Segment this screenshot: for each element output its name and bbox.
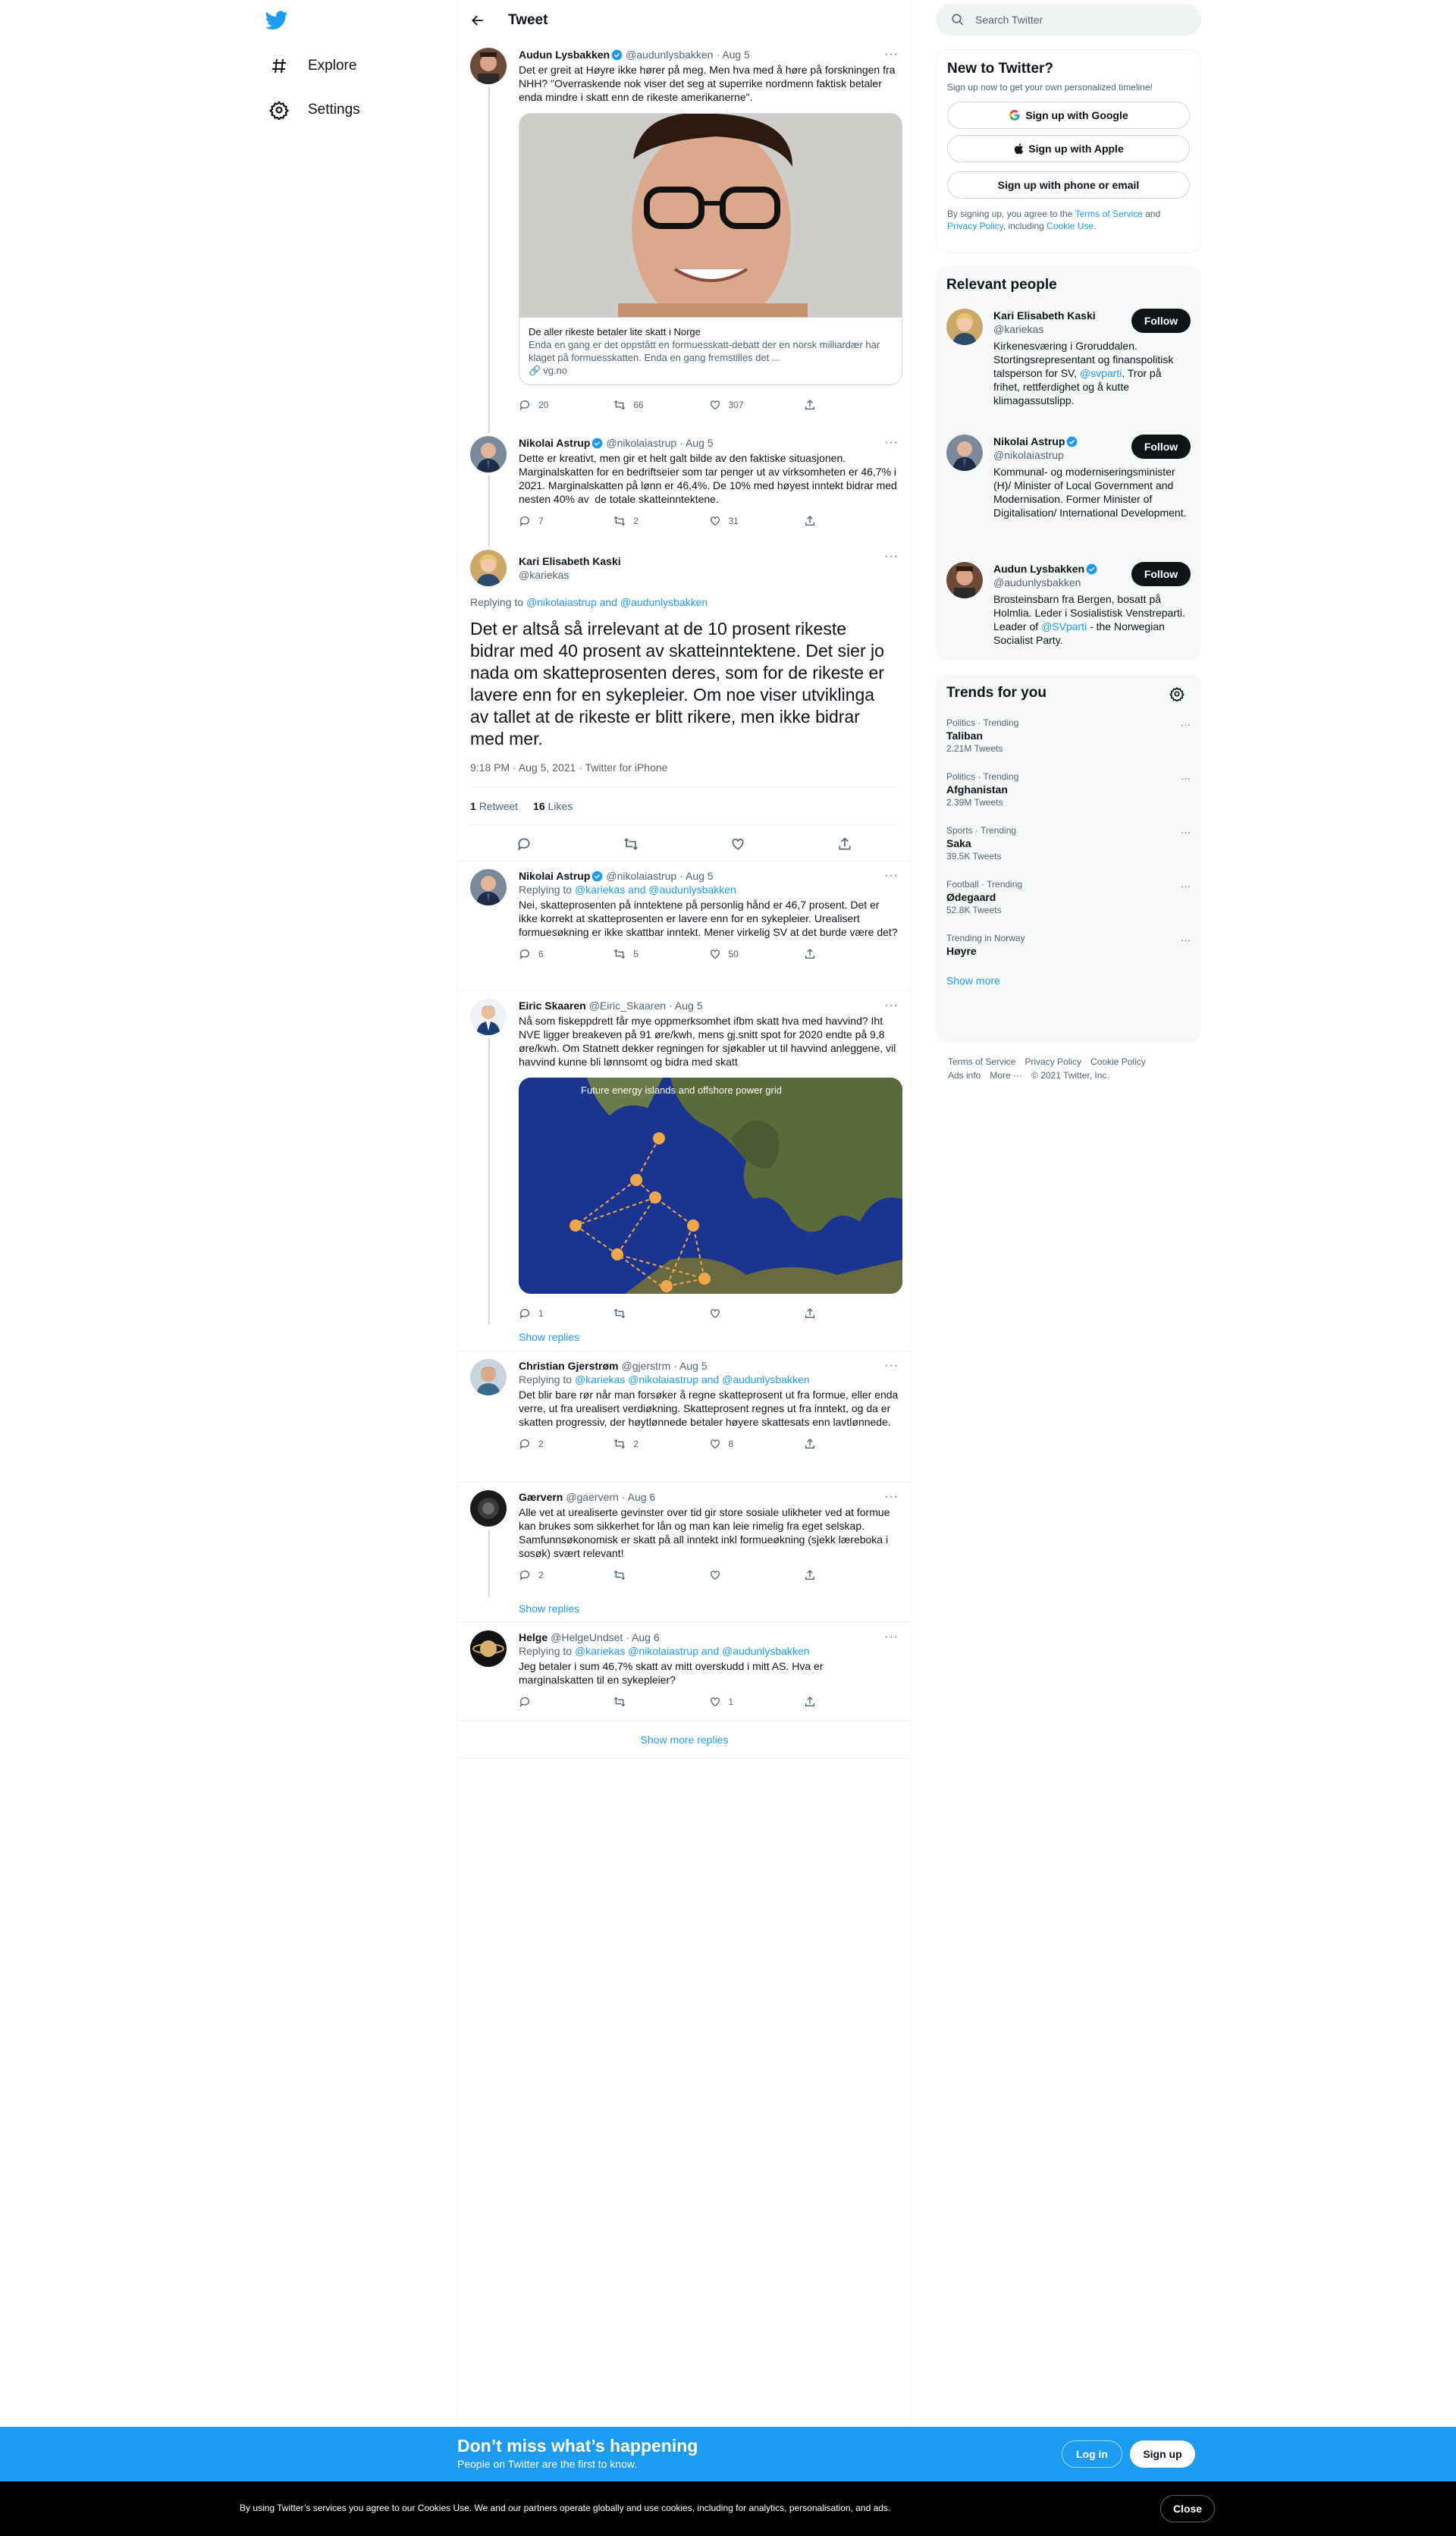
footer-more[interactable]: More ···	[990, 1070, 1023, 1081]
link-card-domain: vg.no	[543, 365, 567, 376]
thread-line	[488, 476, 490, 542]
back-arrow-icon[interactable]	[470, 7, 497, 34]
trend-item[interactable]	[936, 923, 1201, 964]
show-more-replies-label: Show more replies	[640, 1733, 729, 1746]
more-icon[interactable]: ···	[884, 1359, 899, 1372]
person-row[interactable]	[936, 301, 1201, 427]
privacy-link[interactable]: Privacy Policy	[947, 221, 1003, 231]
trend-name: Høyre	[946, 945, 977, 957]
tweet-text: Alle vet at urealiserte gevinster over tid gir store sosiale ulikheter ved at formue kan brukes som sikkerhet for lån og man kan leie rimelig fra eget selskap. Samfunnsøkonomisk er skatt på all inntekt inkl formueøkning (sjekk læreboka i sosøk) svært relevant!	[519, 1506, 893, 1559]
person-bio	[993, 339, 1191, 407]
share-button[interactable]	[804, 1569, 899, 1581]
reply-icon	[519, 1569, 531, 1581]
show-more-replies-button[interactable]	[458, 1721, 911, 1759]
follow-button[interactable]	[1131, 435, 1191, 459]
banner-title: Don’t miss what’s happening	[457, 2436, 698, 2456]
reply-button[interactable]	[519, 947, 613, 961]
reply-tweet[interactable]	[458, 1351, 911, 1482]
author-handle[interactable]: @audunlysbakken	[626, 49, 714, 61]
tweet-text: Det er altså så irrelevant at de 10 prosent rikeste bidrar med 40 prosent av skatteinntektene. Det sier jo nada om skatteprosenten deres, som for de rikeste er lavere enn for en sykepleier. Om noe viser utviklinga av tallet at de rikeste er blitt rikere, men ikke bidrar med mer.	[470, 619, 884, 749]
person-handle[interactable]: @nikolaiastrup	[993, 449, 1064, 461]
person-bio-link[interactable]: @SVparti	[1041, 620, 1087, 632]
nav-explore-label: Explore	[308, 58, 357, 74]
avatar[interactable]	[946, 309, 983, 345]
tweet-text: Det blir bare rør når man forsøker å regne skatteprosent ut fra formue, eller enda verre, ut fra urealisert verdiøkning. Skatteprosent regnes ut fra inntekt, og da er skatten progressiv, der høytlønnede betaler høyere skattesats enn lavtlønnede.	[519, 1389, 902, 1428]
tweet-image-map[interactable]	[519, 1078, 902, 1294]
trend-item[interactable]	[936, 708, 1201, 761]
author-name[interactable]: Helge	[519, 1631, 548, 1643]
replying-to-label: Replying to	[519, 1373, 575, 1386]
avatar[interactable]	[470, 999, 507, 1035]
like-button[interactable]	[709, 947, 804, 961]
cookie-use-link[interactable]: Cookie Use	[1046, 221, 1094, 231]
like-button[interactable]	[709, 1307, 804, 1320]
retweets-stat[interactable]	[470, 799, 518, 813]
avatar[interactable]	[470, 550, 507, 586]
share-icon	[804, 1569, 816, 1581]
author-handle[interactable]: @nikolaiastrup	[606, 870, 677, 882]
signup-phone-button[interactable]	[947, 171, 1190, 199]
gear-icon	[268, 99, 290, 121]
person-bio-text: Brosteinsbarn fra Bergen, bosatt på Holmlia. Leder i Sosialistisk Venstreparti. Leader of	[993, 593, 1185, 632]
share-button[interactable]	[804, 1307, 899, 1320]
author-name[interactable]: Gærvern	[519, 1491, 563, 1503]
trends-title: Trends for you	[946, 685, 1046, 701]
retweet-icon	[613, 948, 626, 960]
trend-context: Politics · Trending	[946, 771, 1019, 782]
person-handle[interactable]: @kariekas	[993, 323, 1044, 335]
author-handle[interactable]: @Eiric_Skaaren	[588, 1000, 667, 1012]
author-name[interactable]: Nikolai Astrup	[519, 437, 591, 449]
retweet-icon	[613, 1438, 626, 1450]
cookie-close-label: Close	[1172, 2503, 1203, 2515]
focused-tweet	[458, 542, 911, 861]
show-replies-label: Show replies	[519, 1602, 580, 1615]
reply-icon	[519, 399, 531, 411]
link-card-description: Enda en gang er det oppstått en formuesskatt-debatt der en norsk milliardær har klaget på formuesskatten. Enda en gang fremstilles det ...	[529, 339, 880, 363]
footer-copyright: © 2021 Twitter, Inc.	[1031, 1070, 1109, 1081]
share-icon	[804, 399, 816, 411]
verified-icon	[611, 49, 623, 61]
verified-icon	[1086, 563, 1097, 575]
heart-icon	[709, 1569, 721, 1581]
signup-button[interactable]	[1130, 2440, 1195, 2468]
trend-name: Ødegaard	[946, 891, 996, 903]
heart-icon	[709, 948, 721, 960]
retweet-count: 66	[633, 400, 644, 410]
retweet-button[interactable]	[613, 1307, 708, 1320]
like-button[interactable]	[709, 514, 804, 528]
share-icon	[804, 948, 816, 960]
tweet-date[interactable]: · Aug 6	[626, 1631, 660, 1643]
signup-google-label: Sign up with Google	[1025, 109, 1128, 121]
tweet-date[interactable]: · Aug 5	[716, 49, 750, 61]
trends-show-more[interactable]: Show more	[946, 975, 1000, 987]
link-card[interactable]	[519, 113, 902, 385]
more-icon[interactable]: ···	[884, 436, 899, 449]
show-replies-link[interactable]	[458, 1596, 911, 1622]
author-name[interactable]: Nikolai Astrup	[519, 870, 591, 882]
more-icon[interactable]: ···	[884, 550, 899, 563]
share-button[interactable]	[804, 515, 899, 527]
retweets-stat-count: 1	[470, 799, 476, 812]
tweet-date[interactable]: · Aug 5	[669, 1000, 703, 1012]
reply-count: 7	[538, 516, 544, 526]
like-count: 1	[728, 1696, 734, 1707]
reply-tweet[interactable]	[458, 1623, 911, 1720]
trend-name: Afghanistan	[946, 783, 1008, 796]
retweet-button[interactable]	[613, 398, 708, 412]
retweet-icon	[613, 515, 626, 527]
likes-stat-label: Likes	[548, 799, 573, 812]
reply-icon	[519, 948, 531, 960]
terms-including: , including	[1003, 221, 1047, 231]
trend-context: Sports · Trending	[946, 825, 1017, 836]
thread-line	[488, 1530, 490, 1596]
share-icon	[804, 1438, 816, 1450]
heart-icon	[709, 1438, 721, 1450]
person-bio	[993, 465, 1191, 519]
signup-card-title: New to Twitter?	[947, 61, 1054, 77]
retweets-stat-label: Retweet	[479, 799, 519, 812]
signup-banner	[0, 2427, 1456, 2481]
tweet-date[interactable]: · Aug 5	[679, 437, 714, 449]
retweet-icon	[613, 1569, 626, 1581]
retweet-button[interactable]	[613, 1437, 708, 1451]
author-name[interactable]: Christian Gjerstrøm	[519, 1360, 619, 1372]
tweet-date[interactable]: · Aug 5	[679, 870, 714, 882]
likes-stat[interactable]	[533, 799, 573, 813]
more-icon[interactable]: ···	[884, 1490, 899, 1503]
thread-line	[488, 542, 490, 547]
footer-tos[interactable]: Terms of Service	[948, 1056, 1016, 1067]
person-name: Nikolai Astrup	[993, 435, 1065, 447]
replying-to-users[interactable]: @kariekas @nikolaiastrup and @audunlysbakken	[574, 1645, 810, 1657]
search-icon	[951, 13, 965, 27]
nav-settings[interactable]	[268, 95, 360, 125]
cookie-bar	[0, 2481, 1456, 2536]
reply-icon	[519, 515, 531, 527]
verified-icon	[592, 871, 603, 882]
terms-and: and	[1142, 209, 1161, 219]
like-count: 50	[728, 949, 739, 959]
trend-item[interactable]	[936, 815, 1201, 869]
signup-card-subtitle: Sign up now to get your own personalized timeline!	[947, 82, 1153, 93]
trend-name: Taliban	[946, 730, 983, 742]
avatar[interactable]	[470, 48, 507, 84]
apple-icon	[1013, 143, 1024, 155]
avatar[interactable]	[946, 435, 983, 471]
page-title: Tweet	[508, 11, 548, 28]
avatar[interactable]	[470, 436, 507, 472]
author-handle[interactable]: @HelgeUndset	[551, 1631, 623, 1643]
follow-button[interactable]	[1131, 562, 1191, 586]
reply-tweet[interactable]	[458, 991, 911, 1325]
person-bio-text: Kommunal- og moderniseringsminister (H)/ Minister of Local Government and Modernisation. Former Minister of Digitalisation/ International Development.	[993, 466, 1187, 519]
likes-stat-count: 16	[533, 799, 545, 812]
more-icon[interactable]: ···	[1181, 880, 1191, 892]
retweet-icon	[613, 399, 626, 411]
replying-to-users[interactable]: @kariekas and @audunlysbakken	[574, 884, 736, 896]
terms-link[interactable]: Terms of Service	[1075, 209, 1143, 219]
replying-to-label: Replying to	[519, 1645, 575, 1657]
trends-card	[936, 674, 1201, 1043]
author-handle[interactable]: @nikolaiastrup	[606, 437, 677, 449]
footer-ads[interactable]: Ads info	[948, 1070, 981, 1081]
hashtag-icon	[268, 55, 290, 77]
nav-explore[interactable]	[268, 51, 356, 81]
search-placeholder: Search Twitter	[975, 14, 1043, 26]
retweet-count: 2	[633, 516, 639, 526]
retweet-button[interactable]	[613, 1696, 708, 1708]
main-column	[457, 0, 912, 2427]
like-count: 31	[728, 516, 739, 526]
share-icon	[804, 1307, 816, 1320]
heart-icon[interactable]	[730, 836, 745, 852]
tweet-text: Nå som fiskeppdrett får mye oppmerksomhet ifbm skatt hva med havvind? Iht NVE ligger breakeven på 91 øre/kwh, mens gj.snitt spot for 2020 endte på 9,8 øre/kwh. Om Statnett dekker regningen for sjøkabler ut til havvind anleggene, vil havvind kunne bli lønnsomt og bidra med skatt	[519, 1015, 899, 1068]
banner-subtitle: People on Twitter are the first to know.	[457, 2458, 638, 2470]
avatar[interactable]	[470, 869, 507, 905]
person-handle[interactable]: @audunlysbakken	[993, 576, 1081, 588]
more-icon[interactable]: ···	[1181, 934, 1191, 946]
heart-icon	[709, 1307, 721, 1320]
reply-count: 6	[538, 949, 544, 959]
avatar[interactable]	[470, 1490, 507, 1527]
replying-to-users[interactable]: @kariekas @nikolaiastrup and @audunlysbakken	[574, 1373, 810, 1386]
cookie-text: By using Twitter’s services you agree to our Cookies Use. We and our partners operate globally and use cookies, including for analytics, personalisation, and ads.	[240, 2503, 891, 2513]
author-name[interactable]: Kari Elisabeth Kaski	[519, 555, 621, 567]
link-card-title: De aller rikeste betaler lite skatt i Norge	[529, 326, 701, 337]
avatar[interactable]	[946, 562, 983, 598]
trend-count: 39.5K Tweets	[946, 851, 1002, 862]
replying-to-users[interactable]: @nikolaiastrup and @audunlysbakken	[526, 596, 708, 608]
author-handle[interactable]: @gaervern	[566, 1491, 619, 1503]
footer-privacy[interactable]: Privacy Policy	[1025, 1056, 1082, 1067]
reply-tweet[interactable]	[458, 1483, 911, 1596]
reply-button[interactable]	[519, 1696, 613, 1708]
more-icon[interactable]: ···	[1181, 719, 1191, 730]
trend-count: 52.8K Tweets	[946, 905, 1002, 915]
tweet-text: Jeg betaler i sum 46,7% skatt av mitt overskudd i mitt AS. Hva er marginalskatten til en sykepleier?	[519, 1660, 827, 1686]
trend-name: Saka	[946, 837, 971, 849]
terms-prefix: By signing up, you agree to the	[947, 209, 1075, 219]
author-name[interactable]: Audun Lysbakken	[519, 49, 610, 61]
footer-links	[936, 1043, 1201, 1094]
share-button[interactable]	[804, 399, 899, 411]
more-icon[interactable]: ···	[1181, 773, 1191, 784]
like-count: 307	[728, 400, 744, 410]
author-handle[interactable]: @gjerstrm	[621, 1360, 671, 1372]
retweet-button[interactable]	[613, 1569, 708, 1581]
tweet-date[interactable]: · Aug 5	[673, 1360, 708, 1372]
link-card-image	[519, 114, 902, 317]
trend-context: Politics · Trending	[946, 717, 1019, 728]
trend-count: 2.21M Tweets	[946, 743, 1003, 754]
share-button[interactable]	[804, 1696, 899, 1708]
author-handle[interactable]: @kariekas	[519, 569, 570, 581]
person-row[interactable]	[936, 427, 1201, 554]
heart-icon	[709, 1696, 721, 1708]
login-label: Log in	[1076, 2448, 1108, 2460]
like-button[interactable]	[709, 398, 804, 412]
retweet-count: 2	[633, 1439, 639, 1449]
cookie-close-button[interactable]	[1160, 2495, 1215, 2522]
reply-button[interactable]	[519, 514, 613, 528]
signup-card	[936, 49, 1201, 253]
reply-icon	[519, 1438, 531, 1450]
verified-icon	[1066, 436, 1078, 447]
signup-google-button[interactable]	[947, 102, 1190, 129]
reply-icon[interactable]	[516, 836, 532, 852]
avatar[interactable]	[470, 1631, 507, 1667]
reply-icon	[519, 1307, 531, 1320]
relevant-people-card	[936, 266, 1201, 661]
person-bio	[993, 592, 1191, 647]
like-button[interactable]	[709, 1695, 804, 1709]
show-replies-label: Show replies	[519, 1331, 580, 1343]
tweet-date[interactable]: · Aug 6	[621, 1491, 656, 1503]
nav-settings-label: Settings	[308, 102, 360, 118]
reply-icon	[519, 1696, 531, 1708]
trend-item[interactable]	[936, 761, 1201, 815]
retweet-icon	[613, 1307, 626, 1320]
trend-context: Trending in Norway	[946, 933, 1025, 943]
like-count: 8	[728, 1439, 734, 1449]
like-button[interactable]	[709, 1437, 804, 1451]
follow-button[interactable]	[1131, 309, 1191, 333]
signup-terms	[937, 199, 1200, 241]
tweet-text: Dette er kreativt, men gir et helt galt bilde av den faktiske situasjonen. Marginalskatten for en bedriftseier som tar penger ut av virksomheten er 46,7% i 2021. Marginalskatten på lønn er 46,4%. De 10% med høyest inntekt bidrar med nesten 40% av de totale skatteinntektene.	[519, 452, 900, 505]
thread-line	[488, 87, 490, 428]
follow-label: Follow	[1144, 441, 1178, 453]
show-replies-link[interactable]	[458, 1325, 911, 1351]
retweet-button[interactable]	[613, 514, 708, 528]
signup-apple-button[interactable]	[947, 135, 1190, 162]
person-bio-link[interactable]: @svparti	[1079, 367, 1122, 379]
footer-cookie[interactable]: Cookie Policy	[1090, 1056, 1146, 1067]
more-icon[interactable]: ···	[884, 48, 899, 61]
trend-context: Football · Trending	[946, 879, 1023, 890]
replying-to-label: Replying to	[470, 596, 526, 608]
share-button[interactable]	[804, 1438, 899, 1450]
person-bio-text-end: . Tror på frihet, rettferdighet og å kutte klimagassutslipp.	[993, 367, 1162, 406]
heart-icon	[709, 399, 721, 411]
tweet-timestamp[interactable]: 9:18 PM · Aug 5, 2021 · Twitter for iPhone	[470, 761, 899, 787]
page-header	[458, 0, 911, 40]
google-icon	[1009, 109, 1021, 121]
reply-button[interactable]	[519, 1437, 613, 1451]
share-icon	[804, 515, 816, 527]
more-icon[interactable]: ···	[884, 999, 899, 1012]
twitter-logo-icon[interactable]	[265, 11, 291, 33]
reply-button[interactable]	[519, 1307, 613, 1320]
verified-icon	[592, 438, 603, 449]
person-name: Audun Lysbakken	[993, 563, 1085, 575]
signup-phone-label: Sign up with phone or email	[997, 179, 1140, 191]
person-name[interactable]: Kari Elisabeth Kaski	[993, 309, 1096, 322]
replying-to-label: Replying to	[519, 884, 575, 896]
link-icon: 🔗	[529, 365, 541, 376]
share-icon[interactable]	[837, 836, 852, 852]
heart-icon	[709, 515, 721, 527]
retweet-icon	[613, 1696, 626, 1708]
terms-dot: .	[1094, 221, 1097, 231]
follow-label: Follow	[1144, 568, 1178, 580]
like-button[interactable]	[709, 1569, 804, 1581]
search-input[interactable]	[936, 4, 1201, 36]
reply-count: 2	[538, 1570, 544, 1580]
signup-label: Sign up	[1143, 2448, 1182, 2460]
reply-count: 1	[538, 1308, 544, 1319]
tweet-text: Nei, skatteprosenten på inntektene på personlig hånd er 46,7 prosent. Det er ikke korrekt at skatteprosenten er lavere enn for en sykepleier. Urealisert formuesøkning er ikke skattbar inntekt. Mener virkelig SV at det burde være det?	[519, 899, 898, 938]
right-sidebar	[936, 0, 1201, 1094]
author-name[interactable]: Eiric Skaaren	[519, 1000, 586, 1012]
tweet-text: Det er greit at Høyre ikke hører på meg. Men hva med å høre på forskningen fra NHH? "Overraskende nok viser det seg at superrike nordmenn faktisk betaler enda mindre i skatt enn de rikeste amerikanerne".	[519, 64, 899, 103]
reply-button[interactable]	[519, 1568, 613, 1582]
more-icon[interactable]: ···	[884, 1631, 899, 1643]
trend-count: 2.39M Tweets	[946, 797, 1003, 808]
retweet-count: 5	[633, 949, 639, 959]
map-title: Future energy islands and offshore power grid	[581, 1084, 782, 1096]
person-bio-text: Kirkenesværing i Groruddalen. Stortingsrepresentant og finanspolitisk talsperson for SV,	[993, 340, 1174, 379]
more-icon[interactable]: ···	[884, 869, 899, 882]
signup-apple-label: Sign up with Apple	[1028, 143, 1124, 155]
login-button[interactable]	[1062, 2440, 1122, 2468]
thread-line	[488, 428, 490, 433]
tweet-audun[interactable]	[458, 40, 911, 428]
follow-label: Follow	[1144, 315, 1178, 327]
thread-line	[488, 1038, 490, 1325]
tweet-nikolai[interactable]	[458, 428, 911, 542]
share-icon	[804, 1696, 816, 1708]
relevant-people-title: Relevant people	[946, 277, 1057, 293]
gear-icon[interactable]	[1169, 686, 1185, 701]
reply-tweet[interactable]	[458, 862, 911, 990]
reply-button[interactable]	[519, 398, 613, 412]
reply-count: 20	[538, 400, 549, 410]
trend-item[interactable]	[936, 869, 1201, 923]
retweet-icon[interactable]	[623, 836, 639, 852]
share-button[interactable]	[804, 948, 899, 960]
more-icon[interactable]: ···	[1181, 827, 1191, 838]
person-bio-text-end: - the Norwegian Socialist Party.	[993, 620, 1165, 646]
person-row[interactable]	[936, 554, 1201, 654]
reply-count: 2	[538, 1439, 544, 1449]
retweet-button[interactable]	[613, 947, 708, 961]
avatar[interactable]	[470, 1359, 507, 1395]
